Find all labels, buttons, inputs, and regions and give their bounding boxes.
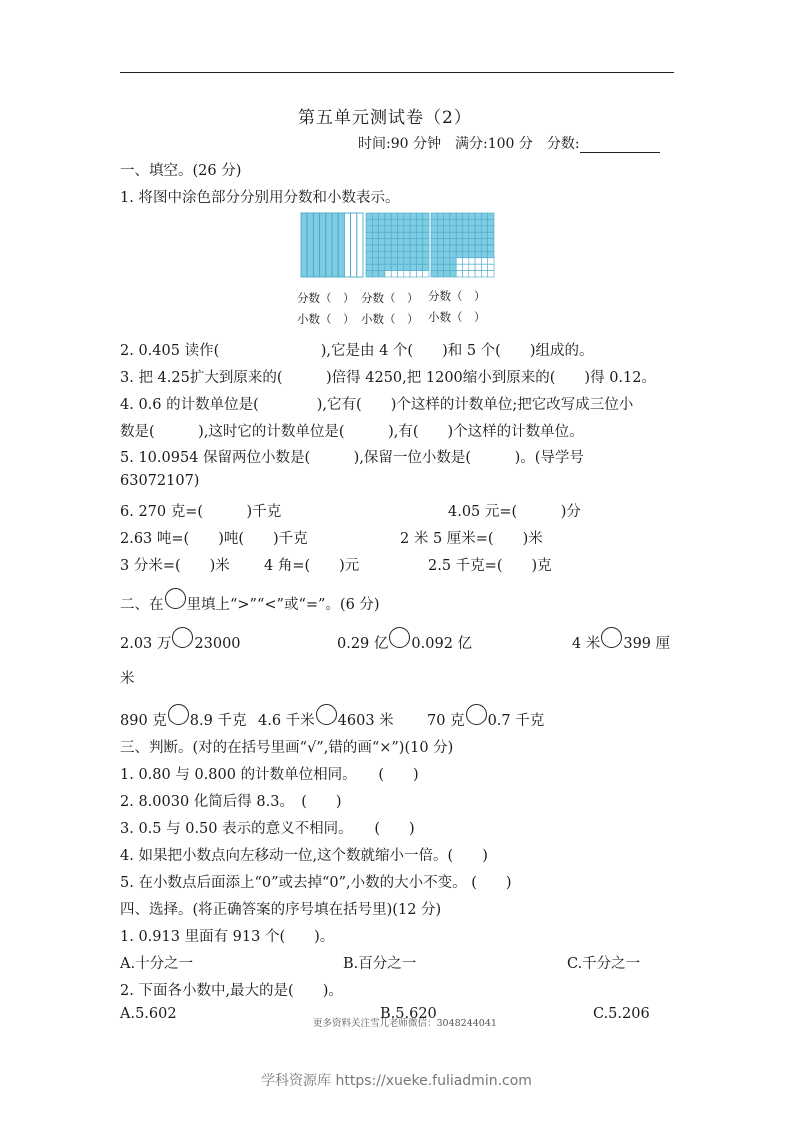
grid-cell — [404, 232, 410, 238]
compare-left: 890 克 — [120, 713, 167, 729]
grid-cell — [416, 239, 422, 245]
grid-cell — [372, 219, 378, 225]
grid-cell — [416, 232, 422, 238]
grid-cell — [437, 245, 443, 251]
grid-cell — [379, 264, 385, 270]
grid-cell — [398, 271, 404, 277]
grid-cell — [391, 232, 397, 238]
grid-strip — [301, 213, 307, 277]
grid-cell — [444, 213, 450, 219]
grid-cell — [475, 226, 481, 232]
grid-cell — [437, 232, 443, 238]
grid-cell — [404, 264, 410, 270]
grid-cell — [450, 232, 456, 238]
decimal-label-3: 小数（ ） — [428, 310, 486, 324]
grid-cell — [372, 258, 378, 264]
choice-2-option-c: C.5.206 — [593, 1006, 650, 1022]
grid-cell — [398, 213, 404, 219]
grid-cell — [391, 245, 397, 251]
grid-cell — [481, 239, 487, 245]
grid-cell — [456, 219, 462, 225]
grid-cell — [379, 245, 385, 251]
grid-cell — [410, 213, 416, 219]
grid-strip — [313, 213, 319, 277]
exam-meta — [358, 133, 660, 153]
grid-strip — [338, 213, 344, 277]
compare-circle[interactable] — [168, 704, 189, 725]
grid-cell — [372, 239, 378, 245]
grid-cell — [431, 264, 437, 270]
grid-cell — [469, 271, 475, 277]
compare-right: 399 厘 — [623, 636, 671, 652]
grid-cell — [404, 258, 410, 264]
grid-hundredths-2 — [431, 213, 494, 277]
grid-strip — [357, 213, 363, 277]
grid-cell — [437, 239, 443, 245]
grid-cell — [404, 213, 410, 219]
grid-cell — [391, 258, 397, 264]
section-2-prefix: 二、在 — [120, 597, 164, 613]
grid-cell — [463, 219, 469, 225]
grid-cell — [456, 264, 462, 270]
page-title: 第五单元测试卷（2） — [298, 108, 472, 128]
footer-text: 学科资源库 https://xueke.fuliadmin.com — [261, 1073, 532, 1089]
grid-cell — [391, 251, 397, 257]
grid-cell — [366, 213, 372, 219]
grid-cell — [416, 213, 422, 219]
compare-item-3 — [572, 627, 670, 653]
grid-cell — [481, 226, 487, 232]
grid-tenths — [301, 213, 363, 277]
grid-cell — [410, 232, 416, 238]
compare-item-5 — [258, 704, 394, 730]
choice-2-option-b: B.5.620 — [380, 1006, 437, 1022]
grid-cell — [444, 245, 450, 251]
grid-cell — [372, 271, 378, 277]
conversion-4: 2 米 5 厘米=( )米 — [400, 531, 543, 547]
grid-cell — [463, 226, 469, 232]
circle-icon — [165, 588, 186, 609]
grid-cell — [379, 258, 385, 264]
grid-cell — [450, 271, 456, 277]
grid-cell — [423, 239, 429, 245]
grid-cell — [372, 264, 378, 270]
grid-cell — [444, 226, 450, 232]
grid-cell — [404, 226, 410, 232]
compare-circle[interactable] — [389, 627, 410, 648]
grid-cell — [416, 258, 422, 264]
grid-cell — [444, 271, 450, 277]
grid-cell — [410, 271, 416, 277]
compare-left: 2.03 万 — [120, 636, 172, 652]
grid-cell — [437, 251, 443, 257]
grid-cell — [481, 219, 487, 225]
grid-cell — [488, 239, 494, 245]
grid-cell — [431, 251, 437, 257]
grid-cell — [416, 226, 422, 232]
grid-cell — [398, 245, 404, 251]
grid-cell — [475, 245, 481, 251]
grid-cell — [456, 239, 462, 245]
grid-cell — [372, 232, 378, 238]
grid-cell — [423, 226, 429, 232]
conversion-6: 4 角=( )元 — [264, 558, 360, 574]
conversion-3: 2.63 吨=( )吨( )千克 — [120, 531, 308, 547]
grid-cell — [463, 251, 469, 257]
compare-left: 4 米 — [572, 636, 601, 652]
choice-1-option-c: C.千分之一 — [567, 956, 641, 972]
grid-cell — [385, 213, 391, 219]
judge-1: 1. 0.80 与 0.800 的计数单位相同。 ( ) — [120, 767, 419, 783]
grid-cell — [469, 251, 475, 257]
grid-cell — [372, 226, 378, 232]
compare-item-3-wrap: 米 — [120, 671, 135, 687]
compare-right: 4603 米 — [337, 713, 394, 729]
compare-item-6 — [427, 704, 544, 730]
grid-cell — [437, 213, 443, 219]
conversion-5: 3 分米=( )米 — [120, 558, 230, 574]
grid-cell — [366, 239, 372, 245]
grid-cell — [456, 232, 462, 238]
grid-cell — [423, 219, 429, 225]
grid-cell — [450, 239, 456, 245]
score-blank — [580, 138, 660, 153]
grid-cell — [379, 239, 385, 245]
grid-cell — [379, 219, 385, 225]
choice-2: 2. 下面各小数中,最大的是( )。 — [120, 983, 343, 999]
grid-cell — [469, 232, 475, 238]
grid-cell — [385, 271, 391, 277]
grid-cell — [398, 232, 404, 238]
grid-cell — [404, 271, 410, 277]
grid-cell — [488, 213, 494, 219]
grid-cell — [481, 245, 487, 251]
shaded-grid-figures — [300, 212, 498, 280]
grid-hundredths-1 — [366, 213, 429, 277]
grid-cell — [391, 239, 397, 245]
question-1-2: 2. 0.405 读作( ),它是由 4 个( )和 5 个( )组成的。 — [120, 343, 594, 359]
compare-circle[interactable] — [466, 704, 487, 725]
grid-strip — [326, 213, 332, 277]
grid-cell — [469, 226, 475, 232]
grid-cell — [398, 264, 404, 270]
grid-cell — [379, 232, 385, 238]
grid-cell — [385, 226, 391, 232]
grid-strip — [344, 213, 350, 277]
choice-2-option-a: A.5.602 — [120, 1006, 177, 1022]
grid-cell — [481, 213, 487, 219]
grid-cell — [391, 271, 397, 277]
compare-left: 4.6 千米 — [258, 713, 315, 729]
grid-cell — [463, 232, 469, 238]
grid-cell — [410, 245, 416, 251]
grid-cell — [444, 258, 450, 264]
grid-cell — [488, 251, 494, 257]
grid-cell — [385, 219, 391, 225]
grid-cell — [410, 264, 416, 270]
compare-item-4 — [120, 704, 246, 730]
grid-cell — [450, 226, 456, 232]
grid-cell — [488, 258, 494, 264]
grid-cell — [475, 219, 481, 225]
grid-cell — [437, 271, 443, 277]
grid-cell — [475, 239, 481, 245]
grid-cell — [404, 245, 410, 251]
question-1-5-line1: 5. 10.0954 保留两位小数是( ),保留一位小数是( )。(导学号 — [120, 450, 584, 466]
grid-cell — [450, 245, 456, 251]
grid-cell — [423, 245, 429, 251]
grid-cell — [366, 245, 372, 251]
section-3-heading: 三、判断。(对的在括号里画“√”,错的画“×”)(10 分) — [120, 740, 454, 756]
grid-cell — [456, 271, 462, 277]
conversion-2: 4.05 元=( )分 — [448, 504, 581, 520]
grid-cell — [379, 271, 385, 277]
grid-cell — [416, 219, 422, 225]
compare-left: 70 克 — [427, 713, 465, 729]
grid-cell — [385, 258, 391, 264]
grid-cell — [379, 213, 385, 219]
grid-cell — [372, 251, 378, 257]
grid-cell — [391, 264, 397, 270]
grid-cell — [431, 239, 437, 245]
judge-4: 4. 如果把小数点向左移动一位,这个数就缩小一倍。( ) — [120, 848, 488, 864]
grid-cell — [488, 232, 494, 238]
grid-cell — [385, 264, 391, 270]
grid-cell — [437, 219, 443, 225]
question-1-4-line2: 数是( ),这时它的计数单位是( ),有( )个这样的计数单位。 — [120, 424, 584, 440]
grid-cell — [450, 213, 456, 219]
grid-cell — [410, 239, 416, 245]
grid-cell — [398, 251, 404, 257]
grid-cell — [463, 245, 469, 251]
grid-cell — [385, 232, 391, 238]
grid-cell — [463, 258, 469, 264]
grid-cell — [423, 232, 429, 238]
grid-cell — [410, 251, 416, 257]
grid-cell — [469, 239, 475, 245]
decimal-label-2: 小数（ ） — [361, 312, 419, 326]
grid-cell — [398, 239, 404, 245]
grid-cell — [481, 232, 487, 238]
grid-cell — [475, 213, 481, 219]
grid-cell — [431, 226, 437, 232]
grid-cell — [398, 258, 404, 264]
grid-cell — [431, 213, 437, 219]
grid-cell — [391, 213, 397, 219]
compare-item-1 — [120, 627, 241, 653]
compare-right: 8.9 千克 — [189, 713, 247, 729]
grid-cell — [444, 239, 450, 245]
section-2-heading — [120, 588, 380, 614]
grid-cell — [379, 226, 385, 232]
grid-cell — [475, 251, 481, 257]
grid-cell — [450, 219, 456, 225]
grid-cell — [385, 245, 391, 251]
grid-cell — [431, 271, 437, 277]
decimal-label-1: 小数（ ） — [297, 312, 355, 326]
choice-1-option-b: B.百分之一 — [343, 956, 417, 972]
grid-cell — [366, 226, 372, 232]
grid-cell — [366, 232, 372, 238]
fraction-label-1: 分数（ ） — [297, 291, 355, 305]
grid-cell — [469, 213, 475, 219]
grid-strip — [320, 213, 326, 277]
section-4-heading: 四、选择。(将正确答案的序号填在括号里)(12 分) — [120, 902, 442, 918]
grid-cell — [366, 258, 372, 264]
choice-1-option-a: A.十分之一 — [120, 956, 194, 972]
grid-cell — [488, 226, 494, 232]
grid-cell — [481, 258, 487, 264]
grid-cell — [423, 271, 429, 277]
question-1-5-line2: 63072107) — [120, 473, 200, 489]
compare-right: 0.7 千克 — [487, 713, 545, 729]
grid-cell — [404, 239, 410, 245]
grid-cell — [444, 232, 450, 238]
judge-2: 2. 8.0030 化简后得 8.3。 ( ) — [120, 794, 342, 810]
grid-cell — [437, 226, 443, 232]
fraction-label-2: 分数（ ） — [361, 291, 419, 305]
grid-cell — [469, 258, 475, 264]
fraction-label-3: 分数（ ） — [428, 289, 486, 303]
grid-cell — [431, 245, 437, 251]
compare-left: 0.29 亿 — [337, 636, 389, 652]
grid-cell — [444, 251, 450, 257]
section-1-heading: 一、填空。(26 分) — [120, 163, 242, 179]
grid-cell — [385, 251, 391, 257]
question-1-4-line1: 4. 0.6 的计数单位是( ),它有( )个这样的计数单位;把它改写成三位小 — [120, 397, 634, 413]
grid-cell — [456, 251, 462, 257]
grid-cell — [423, 264, 429, 270]
grid-cell — [475, 258, 481, 264]
grid-cell — [404, 251, 410, 257]
grid-cell — [410, 258, 416, 264]
grid-cell — [481, 271, 487, 277]
grid-strip — [351, 213, 357, 277]
compare-right: 0.092 亿 — [411, 636, 473, 652]
grid-cell — [385, 239, 391, 245]
grid-cell — [456, 226, 462, 232]
grid-cell — [469, 264, 475, 270]
grid-cell — [366, 271, 372, 277]
grid-cell — [416, 251, 422, 257]
grid-cell — [456, 213, 462, 219]
grid-cell — [450, 258, 456, 264]
grid-cell — [488, 271, 494, 277]
choice-1: 1. 0.913 里面有 913 个( )。 — [120, 929, 335, 945]
grid-cell — [463, 264, 469, 270]
grid-cell — [463, 271, 469, 277]
grid-cell — [456, 245, 462, 251]
grid-cell — [463, 239, 469, 245]
judge-5: 5. 在小数点后面添上“0”或去掉“0”,小数的大小不变。 ( ) — [120, 875, 512, 891]
grid-cell — [444, 219, 450, 225]
grid-cell — [366, 219, 372, 225]
judge-3: 3. 0.5 与 0.50 表示的意义不相同。 ( ) — [120, 821, 415, 837]
grid-cell — [410, 226, 416, 232]
grid-cell — [475, 271, 481, 277]
grid-cell — [379, 251, 385, 257]
grid-cell — [469, 245, 475, 251]
grid-cell — [437, 258, 443, 264]
exam-meta-text: 时间:90 分钟 满分:100 分 分数: — [358, 136, 580, 152]
section-2-suffix: 里填上“>”“<”或“=”。(6 分) — [186, 597, 380, 613]
grid-cell — [372, 213, 378, 219]
grid-cell — [410, 219, 416, 225]
grid-cell — [372, 245, 378, 251]
grid-cell — [431, 219, 437, 225]
grid-cell — [391, 226, 397, 232]
grid-cell — [475, 264, 481, 270]
grid-cell — [423, 213, 429, 219]
question-1-1: 1. 将图中涂色部分分别用分数和小数表示。 — [120, 190, 400, 206]
grid-cell — [398, 219, 404, 225]
grid-cell — [398, 226, 404, 232]
grid-cell — [391, 219, 397, 225]
grid-cell — [463, 213, 469, 219]
grid-cell — [404, 219, 410, 225]
grid-cell — [488, 245, 494, 251]
grid-cell — [444, 264, 450, 270]
grid-strip — [307, 213, 313, 277]
grid-cell — [423, 251, 429, 257]
grid-cell — [416, 271, 422, 277]
grid-cell — [488, 219, 494, 225]
grid-cell — [475, 232, 481, 238]
grid-cell — [488, 264, 494, 270]
compare-right: 23000 — [194, 636, 241, 652]
grid-cell — [456, 258, 462, 264]
grid-cell — [469, 219, 475, 225]
grid-cell — [481, 264, 487, 270]
grid-cell — [431, 258, 437, 264]
grid-cell — [437, 264, 443, 270]
conversion-1: 6. 270 克=( )千克 — [120, 504, 282, 520]
grid-cell — [423, 258, 429, 264]
question-1-3: 3. 把 4.25扩大到原来的( )倍得 4250,把 1200缩小到原来的( )得 0.12。 — [120, 370, 656, 386]
grid-cell — [481, 251, 487, 257]
compare-item-2 — [337, 627, 472, 653]
grid-cell — [366, 264, 372, 270]
grid-cell — [416, 245, 422, 251]
grid-cell — [416, 264, 422, 270]
grid-cell — [450, 264, 456, 270]
grid-cell — [366, 251, 372, 257]
header-rule — [120, 72, 674, 73]
conversion-7: 2.5 千克=( )克 — [428, 558, 552, 574]
grid-cell — [431, 232, 437, 238]
compare-circle[interactable] — [172, 627, 193, 648]
watermark-text: 更多资料关注雪儿老师微信：3048244041 — [313, 1018, 497, 1029]
compare-circle[interactable] — [601, 627, 622, 648]
compare-circle[interactable] — [316, 704, 337, 725]
grid-cell — [450, 251, 456, 257]
grid-strip — [332, 213, 338, 277]
